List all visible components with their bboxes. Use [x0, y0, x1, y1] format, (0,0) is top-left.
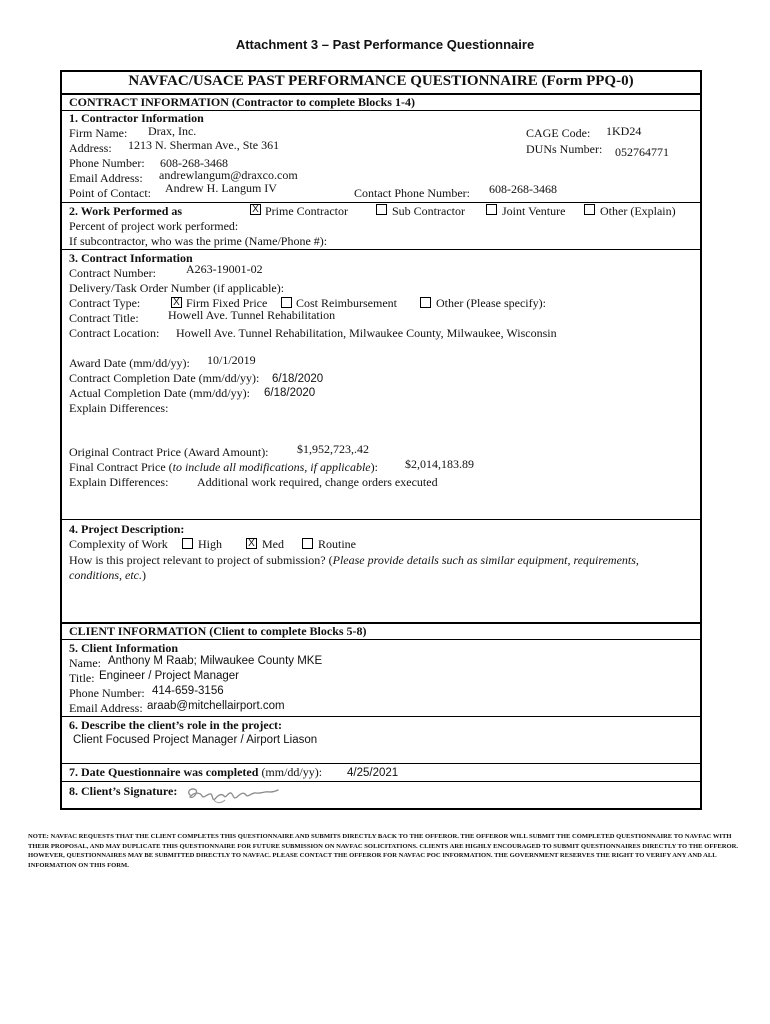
cost-reimbursement-checkbox[interactable] [281, 297, 292, 308]
block3-heading: 3. Contract Information [69, 251, 193, 265]
explain-differences-label: Explain Differences: [69, 401, 169, 415]
relevance-question-cont: conditions, etc.) [69, 568, 146, 582]
client-role-value[interactable]: Client Focused Project Manager / Airport Liason [73, 734, 318, 746]
joint-venture-label: Joint Venture [502, 204, 566, 218]
contract-info-header: CONTRACT INFORMATION (Contractor to complete Blocks 1-4) [69, 95, 415, 109]
duns-label: DUNs Number: [526, 142, 603, 156]
delivery-order-label: Delivery/Task Order Number (if applicable): [69, 281, 285, 295]
completion-date-label: Contract Completion Date (mm/dd/yy): [69, 371, 260, 385]
client-info-header: CLIENT INFORMATION (Client to complete Blocks 5-8) [69, 624, 367, 638]
poc-value[interactable]: Andrew H. Langum IV [165, 181, 277, 195]
firm-fixed-price-label: Firm Fixed Price [186, 296, 268, 310]
sub-contractor-checkbox[interactable] [376, 204, 387, 215]
contract-location-value[interactable]: Howell Ave. Tunnel Rehabilitation, Milwaukee County, Milwaukee, Wisconsin [176, 326, 557, 340]
signature-image [184, 783, 280, 805]
complexity-med-label: Med [262, 537, 284, 551]
block7-heading: 7. Date Questionnaire was completed (mm/dd/yy): [69, 765, 323, 779]
explain-differences-2-label: Explain Differences: [69, 475, 169, 489]
client-phone-label: Phone Number: [69, 686, 145, 700]
contract-type-label: Contract Type: [69, 296, 141, 310]
divider [62, 716, 700, 717]
final-price-value[interactable]: $2,014,183.89 [405, 457, 474, 471]
client-name-value[interactable]: Anthony M Raab; Milwaukee County MKE [108, 655, 323, 667]
block2-heading: 2. Work Performed as [69, 204, 183, 218]
sub-prime-label: If subcontractor, who was the prime (Name/Phone #): [69, 234, 328, 248]
email-label: Email Address: [69, 171, 143, 185]
other-type-label: Other (Please specify): [436, 296, 546, 310]
complexity-routine-checkbox[interactable] [302, 538, 313, 549]
contract-title-value[interactable]: Howell Ave. Tunnel Rehabilitation [168, 308, 336, 322]
client-email-label: Email Address: [69, 701, 143, 715]
form-title: NAVFAC/USACE PAST PERFORMANCE QUESTIONNAIRE (Form PPQ-0) [128, 73, 634, 89]
completed-date-value[interactable]: 4/25/2021 [347, 767, 399, 779]
form-frame [60, 70, 702, 810]
duns-value[interactable]: 052764771 [615, 145, 669, 159]
contract-location-label: Contract Location: [69, 326, 160, 340]
attachment-title: Attachment 3 – Past Performance Questionnaire [235, 37, 535, 52]
phone-label: Phone Number: [69, 156, 145, 170]
firm-name-value[interactable]: Drax, Inc. [148, 124, 197, 138]
block1-heading: 1. Contractor Information [69, 111, 204, 125]
complexity-med-checkbox[interactable]: X [246, 538, 257, 549]
other-explain-checkbox[interactable] [584, 204, 595, 215]
contract-title-label: Contract Title: [69, 311, 139, 325]
prime-contractor-label: Prime Contractor [265, 204, 348, 218]
complexity-high-checkbox[interactable] [182, 538, 193, 549]
award-date-value[interactable]: 10/1/2019 [207, 353, 256, 367]
explain-differences-2-value[interactable]: Additional work required, change orders executed [197, 475, 438, 489]
divider [62, 249, 700, 250]
divider [62, 763, 700, 764]
original-price-label: Original Contract Price (Award Amount): [69, 445, 269, 459]
completion-date-value[interactable]: 6/18/2020 [272, 373, 324, 385]
other-explain-label: Other (Explain) [600, 204, 676, 218]
contract-number-value[interactable]: A263-19001-02 [186, 262, 263, 276]
divider [62, 781, 700, 782]
email-value[interactable]: andrewlangum@draxco.com [159, 168, 298, 182]
client-phone-value[interactable]: 414-659-3156 [152, 685, 224, 697]
block8-heading: 8. Client’s Signature: [69, 784, 178, 798]
final-price-label: Final Contract Price (to include all modifications, if applicable): [69, 460, 378, 474]
address-value[interactable]: 1213 N. Sherman Ave., Ste 361 [128, 138, 280, 152]
actual-completion-label: Actual Completion Date (mm/dd/yy): [69, 386, 250, 400]
other-type-checkbox[interactable] [420, 297, 431, 308]
prime-contractor-checkbox[interactable]: X [250, 204, 261, 215]
cage-label: CAGE Code: [526, 126, 591, 140]
phone-value[interactable]: 608-268-3468 [160, 156, 228, 170]
cost-reimbursement-label: Cost Reimbursement [296, 296, 397, 310]
cage-value[interactable]: 1KD24 [606, 124, 642, 138]
block6-heading: 6. Describe the client’s role in the project: [69, 718, 283, 732]
firm-name-label: Firm Name: [69, 126, 128, 140]
block5-heading: 5. Client Information [69, 641, 178, 655]
contact-phone-value[interactable]: 608-268-3468 [489, 182, 557, 196]
joint-venture-checkbox[interactable] [486, 204, 497, 215]
client-title-label: Title: [69, 671, 95, 685]
footer-note: NOTE: NAVFAC REQUESTS THAT THE CLIENT COMPLETES THIS QUESTIONNAIRE AND SUBMITS DIRECTLY BACK TO THE OFFEROR. THE OFFEROR WILL SUBMIT THE COMPLETED QUESTIONNAIRE TO NAVFAC WITH THEIR PROPOSAL, AND MAY DUPLICATE THIS QUESTIONNAIRE FOR FUTURE SUBMISSION ON NAVFAC SOLICITATIONS. CLIENTS ARE HIGHLY ENCOURAGED TO SUBMIT QUESTIONNAIRES DIRECTLY TO THE OFFEROR. HOWEVER, QUESTIONNAIRES MAY BE SUBMITTED DIRECTLY TO NAVFAC. PLEASE CONTACT THE OFFEROR FOR NAVFAC POC INFORMATION. THE GOVERNMENT RESERVES THE RIGHT TO VERIFY ANY AND ALL INFORMATION ON THIS FORM. [28, 833, 739, 869]
relevance-question: How is this project relevant to project of submission? (Please provide details such as similar equipment, requirements, [69, 553, 639, 567]
sub-contractor-label: Sub Contractor [392, 204, 465, 218]
complexity-label: Complexity of Work [69, 537, 168, 551]
original-price-value[interactable]: $1,952,723,.42 [297, 442, 369, 456]
address-label: Address: [69, 141, 112, 155]
contract-number-label: Contract Number: [69, 266, 156, 280]
firm-fixed-price-checkbox[interactable]: X [171, 297, 182, 308]
complexity-high-label: High [198, 537, 222, 551]
client-signature[interactable] [184, 783, 280, 805]
poc-label: Point of Contact: [69, 186, 151, 200]
actual-completion-value[interactable]: 6/18/2020 [264, 387, 316, 399]
divider [62, 519, 700, 520]
percent-work-label: Percent of project work performed: [69, 219, 239, 233]
client-title-value[interactable]: Engineer / Project Manager [99, 670, 239, 682]
contact-phone-label: Contact Phone Number: [354, 186, 470, 200]
complexity-routine-label: Routine [318, 537, 356, 551]
award-date-label: Award Date (mm/dd/yy): [69, 356, 190, 370]
client-email-value[interactable]: araab@mitchellairport.com [147, 700, 285, 712]
divider [62, 639, 700, 640]
client-name-label: Name: [69, 656, 101, 670]
divider [62, 202, 700, 203]
block4-heading: 4. Project Description: [69, 522, 185, 536]
